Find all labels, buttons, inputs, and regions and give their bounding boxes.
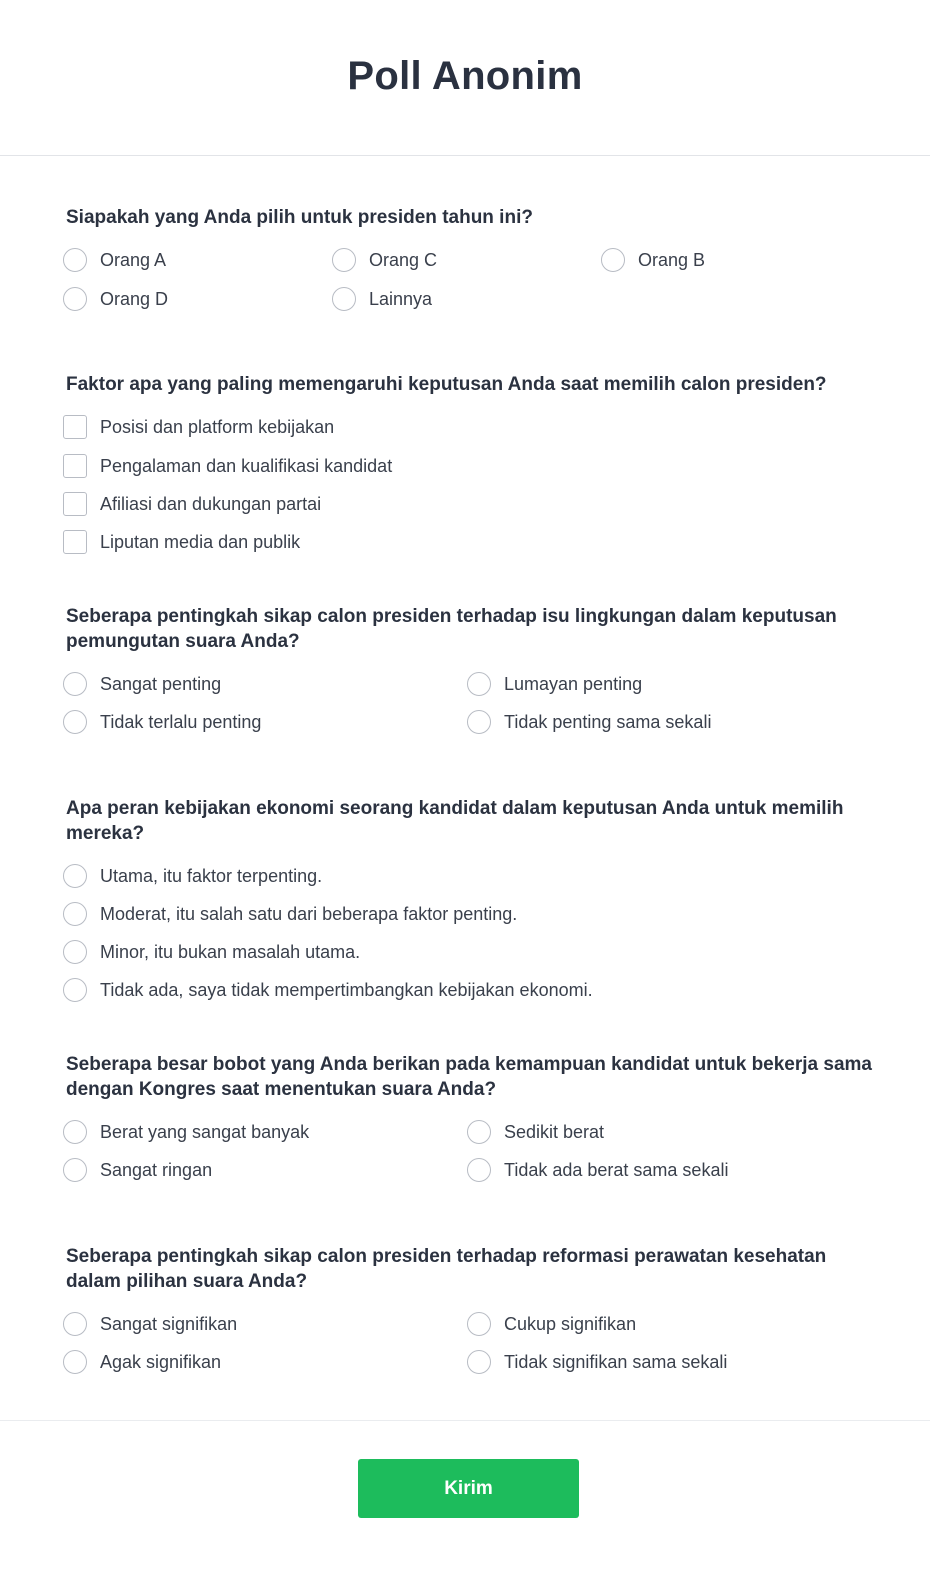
- radio-button[interactable]: [467, 1120, 491, 1144]
- radio-button[interactable]: [63, 940, 87, 964]
- option-label: Tidak signifikan sama sekali: [504, 1351, 728, 1372]
- option-tidak-signifikan[interactable]: [470, 1349, 727, 1375]
- option-lainnya[interactable]: [335, 286, 432, 312]
- radio-button[interactable]: [63, 978, 87, 1002]
- option-label: Posisi dan platform kebijakan: [100, 416, 335, 437]
- option-label: Agak signifikan: [100, 1351, 222, 1372]
- option-sangat-penting[interactable]: [66, 671, 221, 697]
- option-berat-sangat-banyak[interactable]: [66, 1119, 309, 1145]
- question-1: [66, 205, 876, 230]
- radio-button[interactable]: [63, 672, 87, 696]
- option-tidak-terlalu-penting[interactable]: [66, 709, 261, 735]
- option-label: Moderat, itu salah satu dari beberapa faktor penting.: [100, 903, 518, 924]
- radio-button[interactable]: [63, 710, 87, 734]
- checkbox[interactable]: [63, 492, 87, 516]
- radio-button[interactable]: [601, 248, 625, 272]
- question-4: [66, 796, 876, 846]
- option-tidak-ada[interactable]: [66, 977, 593, 1003]
- option-posisi-kebijakan[interactable]: [66, 414, 334, 440]
- question-text: Seberapa besar bobot yang Anda berikan pada kemampuan kandidat untuk bekerja sama dengan Kongres saat menentukan suara Anda?: [66, 1054, 872, 1100]
- radio-button[interactable]: [467, 710, 491, 734]
- radio-button[interactable]: [467, 1312, 491, 1336]
- footer-divider: [0, 1420, 930, 1421]
- option-orang-b[interactable]: [604, 247, 705, 273]
- checkbox[interactable]: [63, 415, 87, 439]
- option-minor[interactable]: [66, 939, 360, 965]
- radio-button[interactable]: [467, 1158, 491, 1182]
- option-afiliasi-partai[interactable]: [66, 491, 321, 517]
- option-label: Tidak ada, saya tidak mempertimbangkan kebijakan ekonomi.: [100, 979, 593, 1000]
- question-2: [66, 372, 876, 397]
- option-sedikit-berat[interactable]: [470, 1119, 604, 1145]
- option-label: Tidak ada berat sama sekali: [504, 1159, 729, 1180]
- option-label: Orang A: [100, 249, 167, 270]
- radio-button[interactable]: [63, 1158, 87, 1182]
- question-text: Faktor apa yang paling memengaruhi keputusan Anda saat memilih calon presiden?: [66, 374, 827, 395]
- radio-button[interactable]: [63, 1312, 87, 1336]
- option-label: Afiliasi dan dukungan partai: [100, 493, 322, 514]
- option-label: Sangat ringan: [100, 1159, 213, 1180]
- radio-button[interactable]: [467, 672, 491, 696]
- option-liputan-media[interactable]: [66, 529, 300, 555]
- question-text: Siapakah yang Anda pilih untuk presiden tahun ini?: [66, 207, 533, 228]
- option-label: Lumayan penting: [504, 673, 643, 694]
- option-label: Minor, itu bukan masalah utama.: [100, 941, 361, 962]
- page-header: [0, 0, 930, 156]
- option-label: Sedikit berat: [504, 1121, 605, 1142]
- option-label: Tidak terlalu penting: [100, 711, 262, 732]
- option-label: Cukup signifikan: [504, 1313, 637, 1334]
- option-label: Berat yang sangat banyak: [100, 1121, 310, 1142]
- radio-button[interactable]: [63, 1120, 87, 1144]
- option-pengalaman-kandidat[interactable]: [66, 453, 392, 479]
- option-orang-a[interactable]: [66, 247, 166, 273]
- option-label: Lainnya: [369, 288, 433, 309]
- page-title: Poll Anonim: [347, 54, 583, 98]
- option-label: Orang B: [638, 249, 706, 270]
- option-label: Utama, itu faktor terpenting.: [100, 865, 323, 886]
- option-sangat-signifikan[interactable]: [66, 1311, 237, 1337]
- option-label: Sangat signifikan: [100, 1313, 238, 1334]
- option-label: Orang C: [369, 249, 438, 270]
- option-orang-d[interactable]: [66, 286, 168, 312]
- option-moderat[interactable]: [66, 901, 517, 927]
- option-orang-c[interactable]: [335, 247, 437, 273]
- radio-button[interactable]: [63, 1350, 87, 1374]
- checkbox[interactable]: [63, 530, 87, 554]
- option-utama[interactable]: [66, 863, 322, 889]
- question-text: Seberapa pentingkah sikap calon presiden terhadap reformasi perawatan kesehatan dalam pilihan suara Anda?: [66, 1246, 827, 1292]
- radio-button[interactable]: [332, 248, 356, 272]
- option-tidak-penting-sama-sekali[interactable]: [470, 709, 711, 735]
- option-cukup-signifikan[interactable]: [470, 1311, 636, 1337]
- option-label: Tidak penting sama sekali: [504, 711, 712, 732]
- option-label: Sangat penting: [100, 673, 222, 694]
- option-label: Orang D: [100, 288, 169, 309]
- option-agak-signifikan[interactable]: [66, 1349, 221, 1375]
- radio-button[interactable]: [63, 902, 87, 926]
- question-6: [66, 1244, 876, 1294]
- question-3: [66, 604, 876, 654]
- question-text: Seberapa pentingkah sikap calon presiden terhadap isu lingkungan dalam keputusan pemungutan suara Anda?: [66, 606, 837, 652]
- radio-button[interactable]: [63, 248, 87, 272]
- option-tidak-ada-berat[interactable]: [470, 1157, 728, 1183]
- radio-button[interactable]: [63, 864, 87, 888]
- option-lumayan-penting[interactable]: [470, 671, 642, 697]
- radio-button[interactable]: [467, 1350, 491, 1374]
- option-sangat-ringan[interactable]: [66, 1157, 212, 1183]
- question-5: [66, 1052, 876, 1102]
- option-label: Pengalaman dan kualifikasi kandidat: [100, 455, 393, 476]
- option-label: Liputan media dan publik: [100, 531, 301, 552]
- radio-button[interactable]: [332, 287, 356, 311]
- checkbox[interactable]: [63, 454, 87, 478]
- submit-button[interactable]: Kirim: [358, 1459, 579, 1518]
- radio-button[interactable]: [63, 287, 87, 311]
- question-text: Apa peran kebijakan ekonomi seorang kandidat dalam keputusan Anda untuk memilih mereka?: [66, 798, 844, 844]
